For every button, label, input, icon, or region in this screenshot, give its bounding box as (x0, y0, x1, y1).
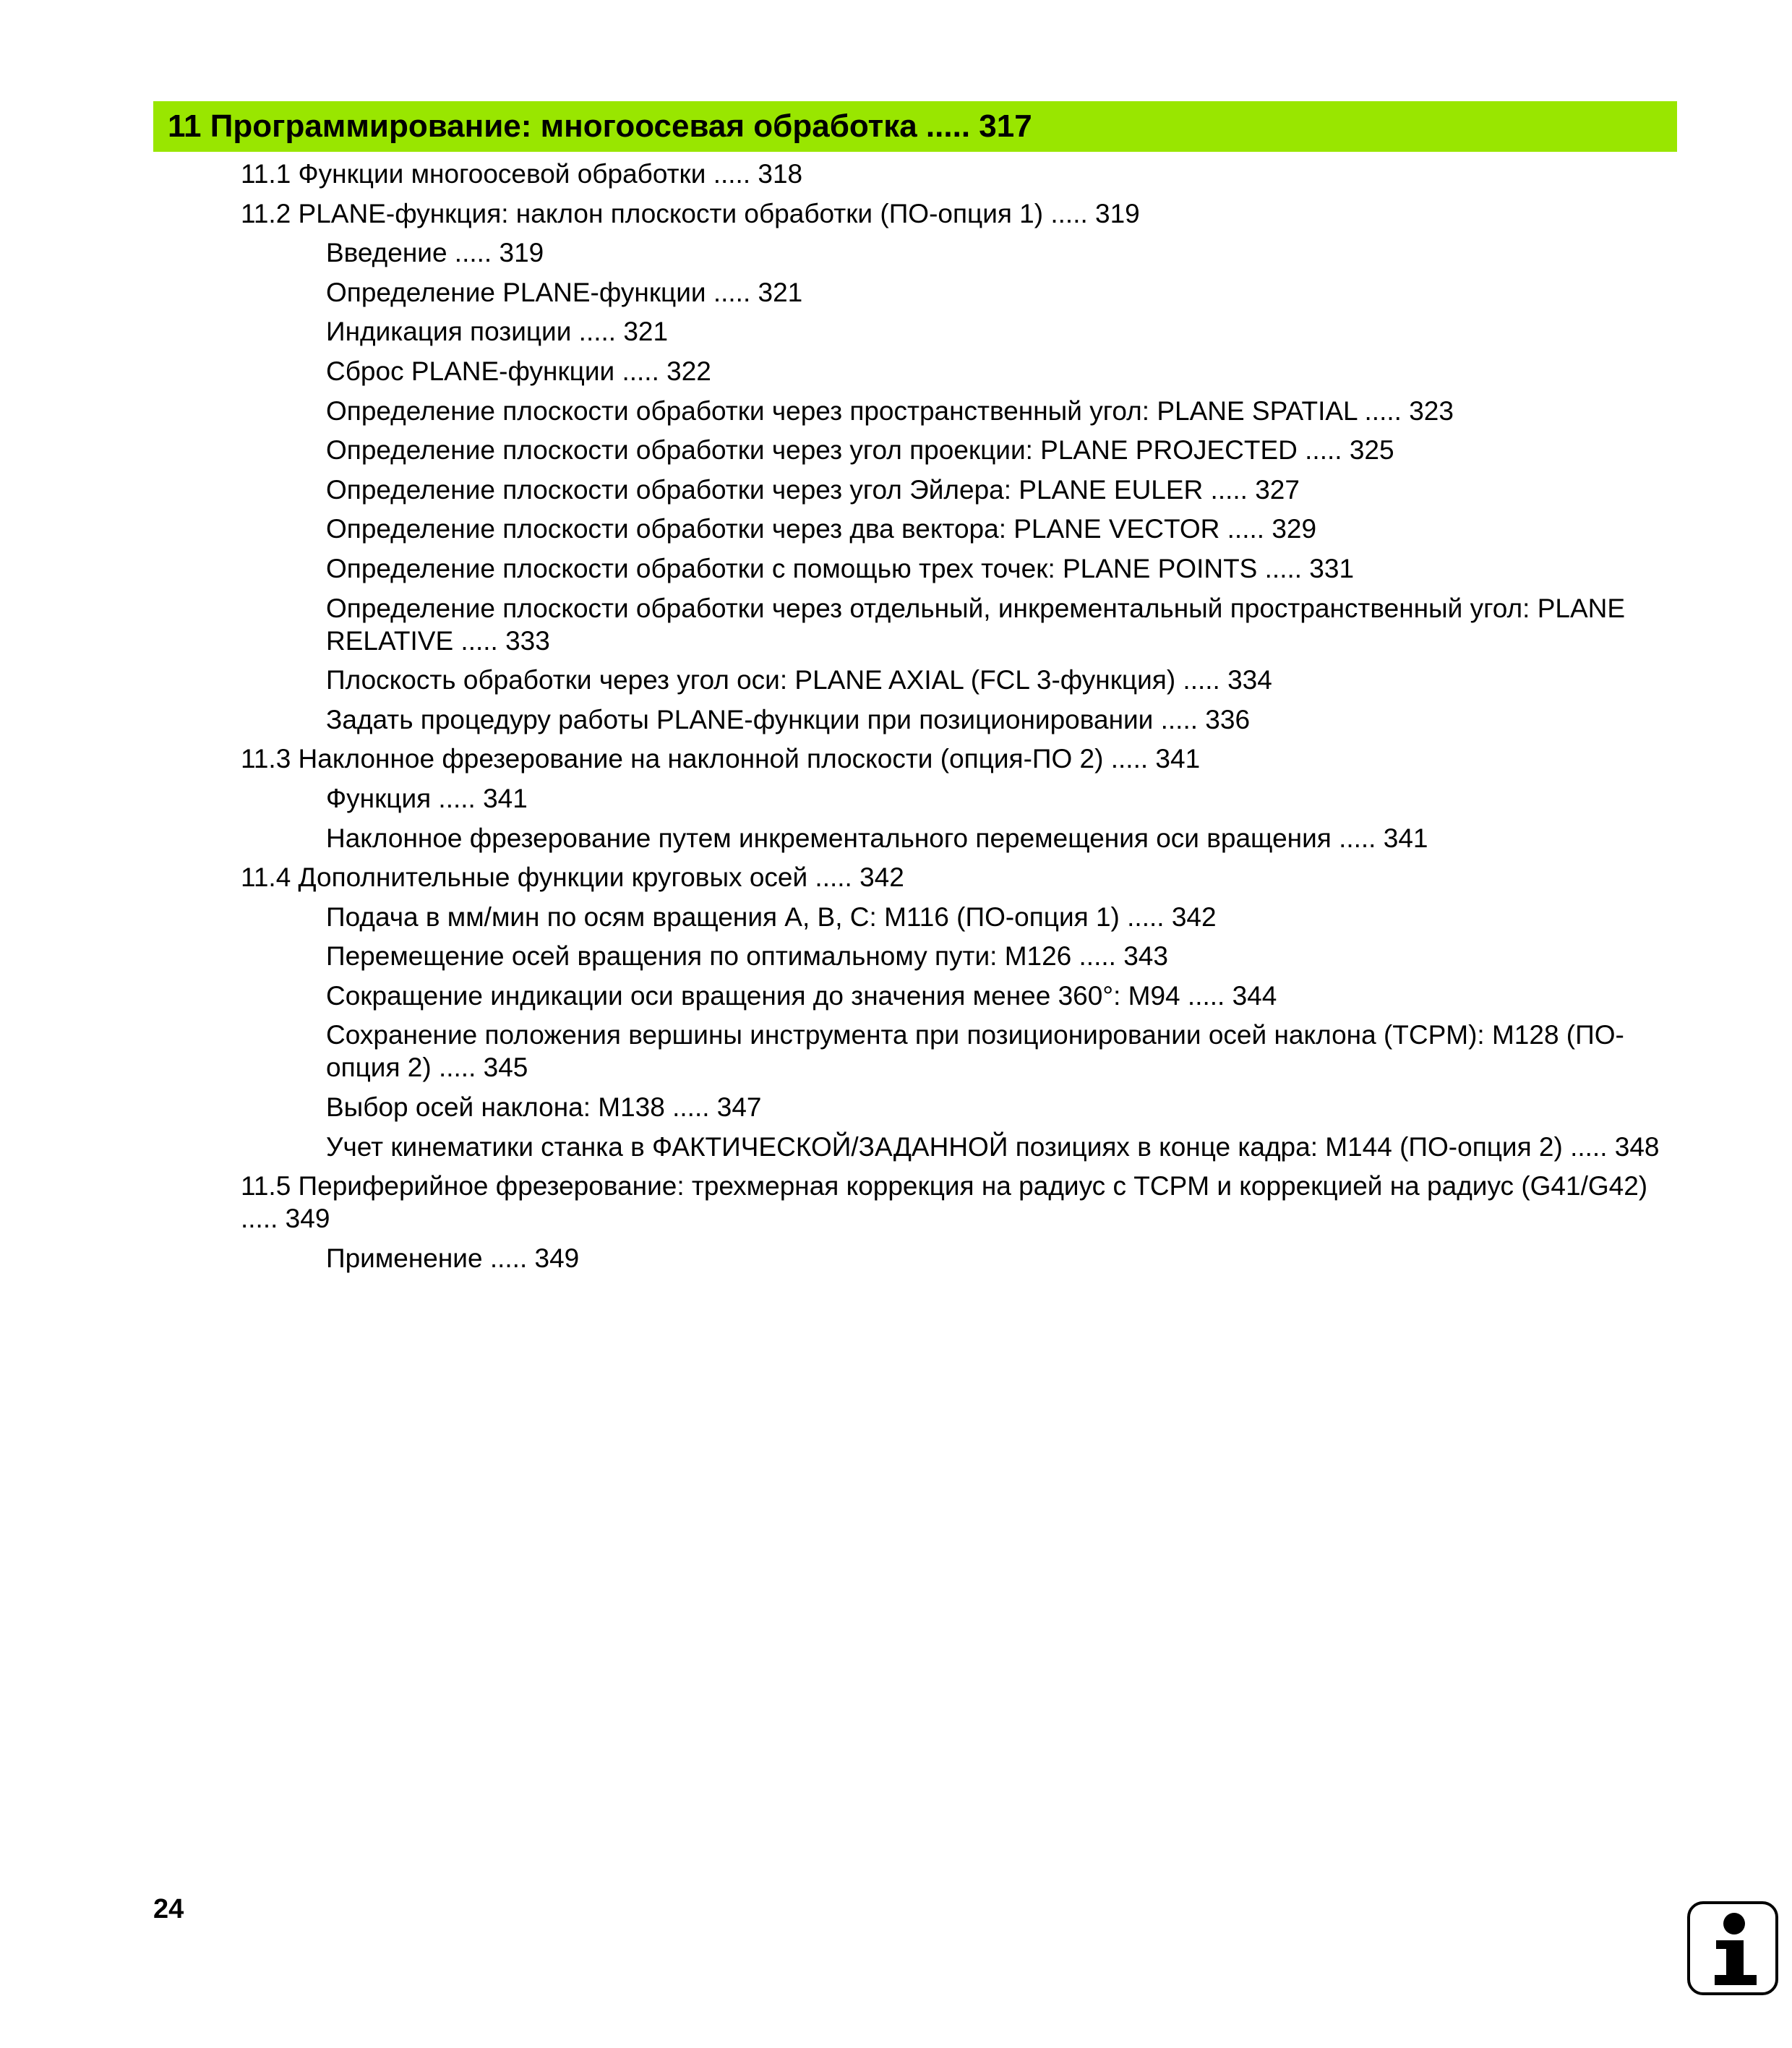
toc-subsection-entry[interactable]: Задать процедуру работы PLANE-функции при позиционировании ..... 336 (326, 704, 1251, 734)
toc-subsection-entry[interactable]: Учет кинематики станка в ФАКТИЧЕСКОЙ/ЗАДАННОЙ позициях в конце кадра: M144 (ПО-опция 2) ..... 348 (326, 1131, 1660, 1162)
toc-subsection-entry[interactable]: Определение PLANE-функции ..... 321 (326, 277, 803, 307)
toc-section-entry[interactable]: 11.4 Дополнительные функции круговых осей ..... 342 (241, 862, 904, 893)
toc-subsection-entry[interactable]: Подача в мм/мин по осям вращения A, B, C: M116 (ПО-опция 1) ..... 342 (326, 901, 1217, 932)
toc-subsection-entry[interactable]: Определение плоскости обработки с помощью трех точек: PLANE POINTS ..... 331 (326, 553, 1355, 583)
chapter-header-bar (153, 101, 1677, 152)
toc-subsection-entry[interactable]: Применение ..... 349 (326, 1243, 580, 1273)
page-number: 24 (153, 1894, 184, 1924)
toc-subsection-entry[interactable]: Определение плоскости обработки через отдельный, инкрементальный пространственный угол: PLANE RELATIVE ..... 333 (326, 593, 1626, 656)
toc-subsection-entry[interactable]: Функция ..... 341 (326, 783, 528, 813)
toc-subsection-entry[interactable]: Сброс PLANE-функции ..... 322 (326, 356, 711, 386)
toc-subsection-entry[interactable]: Определение плоскости обработки через пространственный угол: PLANE SPATIAL ..... 323 (326, 395, 1454, 426)
toc-subsection-entry[interactable]: Определение плоскости обработки через угол проекции: PLANE PROJECTED ..... 325 (326, 435, 1394, 466)
toc-subsection-entry[interactable]: Наклонное фрезерование путем инкрементального перемещения оси вращения ..... 341 (326, 823, 1428, 853)
toc-section-entry[interactable]: 11.5 Периферийное фрезерование: трехмерная коррекция на радиус с TCPM и коррекцией на радиус (G41/G42) ..... 349 (241, 1171, 1648, 1234)
toc-section-entry[interactable]: 11.1 Функции многоосевой обработки ..... 318 (241, 159, 803, 189)
toc-section-entry[interactable]: 11.3 Наклонное фрезерование на наклонной плоскости (опция-ПО 2) ..... 341 (241, 744, 1201, 774)
toc-subsection-entry[interactable]: Перемещение осей вращения по оптимальному пути: M126 ..... 343 (326, 941, 1168, 972)
toc-subsection-entry[interactable]: Сохранение положения вершины инструмента при позиционировании осей наклона (TCPM): M128 (ПО-опция 2) ..... 345 (326, 1020, 1624, 1083)
table-of-contents (0, 158, 1792, 1281)
toc-section-entry[interactable]: 11.2 PLANE-функция: наклон плоскости обработки (ПО-опция 1) ..... 319 (241, 198, 1140, 228)
toc-subsection-entry[interactable]: Индикация позиции ..... 321 (326, 317, 669, 347)
info-icon (1687, 1901, 1778, 1995)
toc-subsection-entry[interactable]: Плоскость обработки через угол оси: PLANE AXIAL (FCL 3-функция) ..... 334 (326, 665, 1272, 695)
chapter-title: 11 Программирование: многоосевая обработка ..... 317 (168, 108, 1032, 144)
toc-subsection-entry[interactable]: Определение плоскости обработки через угол Эйлера: PLANE EULER ..... 327 (326, 474, 1300, 505)
toc-subsection-entry[interactable]: Выбор осей наклона: M138 ..... 347 (326, 1092, 762, 1123)
toc-subsection-entry[interactable]: Введение ..... 319 (326, 238, 544, 268)
toc-subsection-entry[interactable]: Сокращение индикации оси вращения до значения менее 360°: M94 ..... 344 (326, 980, 1277, 1011)
toc-subsection-entry[interactable]: Определение плоскости обработки через два вектора: PLANE VECTOR ..... 329 (326, 514, 1317, 544)
